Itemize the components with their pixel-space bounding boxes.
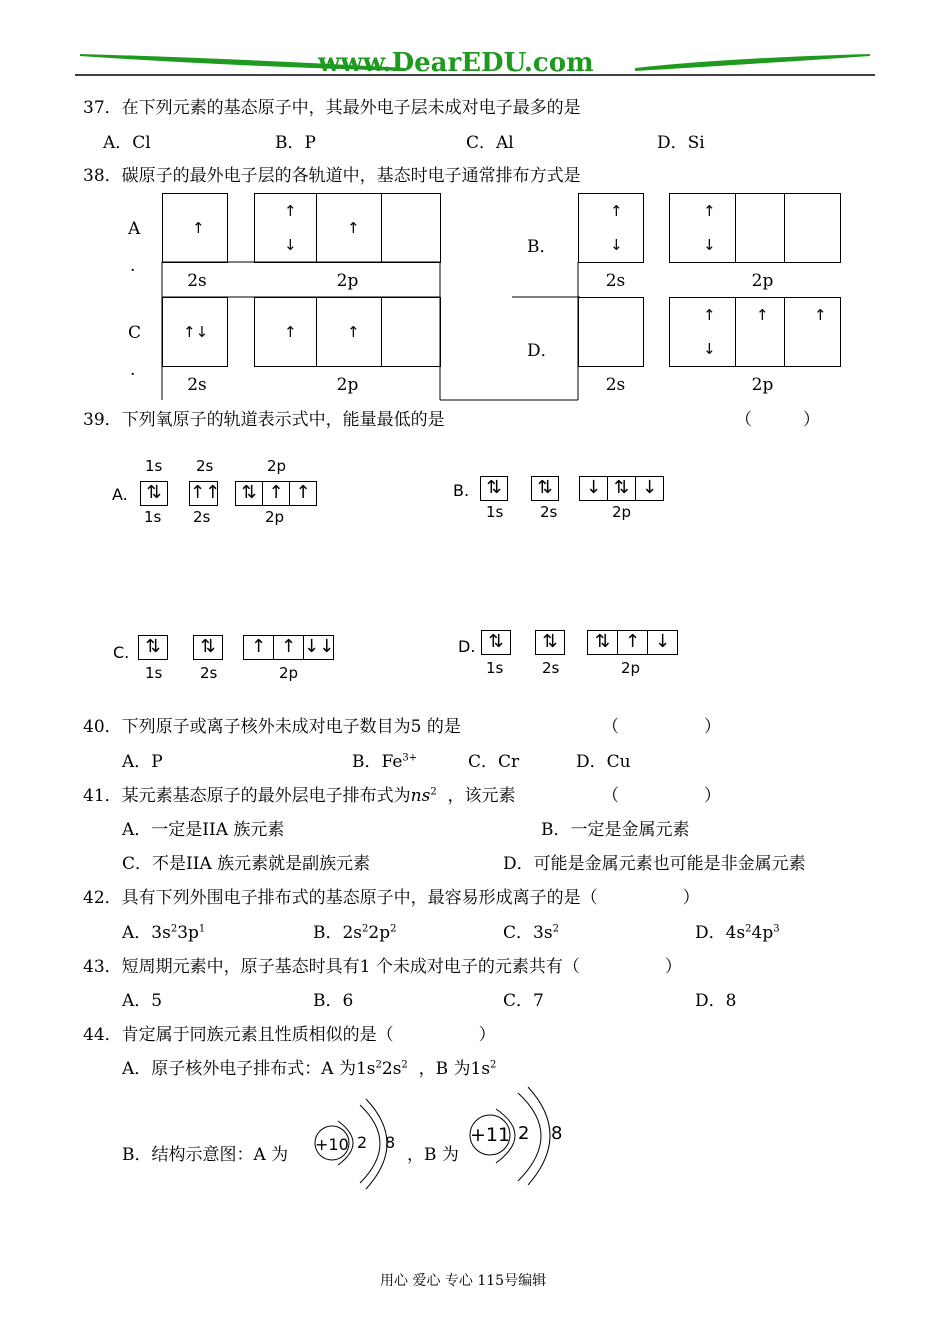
q38-c-2s-label: 2s xyxy=(187,375,207,395)
q38-label-d: D． xyxy=(527,341,558,361)
q44-stem: 44．肯定属于同族元素且性质相似的是（ ） xyxy=(83,1025,496,1045)
q38-c-2p-label: 2p xyxy=(336,375,359,395)
q38-b-2p-label: 2p xyxy=(751,271,774,291)
q40-option-d: D．Cu xyxy=(576,752,631,772)
q39-c-2s-label: 2s xyxy=(200,664,218,682)
q44-option-a: A．原子核外电子排布式：A 为$1s^22s^2$ ，B 为$1s^2$ xyxy=(122,1059,497,1079)
q42-option-a: A．$3s^23p^1$ xyxy=(122,923,206,943)
q39-a-1s-box: ⇅ xyxy=(140,481,168,506)
q38-c-2p-box1 xyxy=(254,297,317,367)
q39-label-d: D. xyxy=(458,637,476,656)
q39-label-c: C. xyxy=(113,643,130,662)
q37-stem: 37．在下列元素的基态原子中，其最外电子层未成对电子最多的是 xyxy=(83,98,581,118)
q39-c-2p-box1: ↑ xyxy=(243,635,274,660)
q39-b-2p-box3: ↓ xyxy=(635,476,664,501)
q39-label-b: B. xyxy=(453,481,470,500)
q41-option-a: A．一定是IIA 族元素 xyxy=(122,820,285,840)
q41-option-c: C．不是IIA 族元素就是副族元素 xyxy=(122,854,371,874)
q41-option-b: B．一定是金属元素 xyxy=(541,820,690,840)
q39-a-1s-label: 1s xyxy=(144,508,162,526)
q44-atom-b-shell1: 2 xyxy=(518,1123,530,1144)
q39-a-2p-label: 2p xyxy=(265,508,285,526)
q38-label-c-dot: . xyxy=(130,360,136,380)
q42-option-b: B．$2s^22p^2$ xyxy=(313,923,397,943)
q37-option-d: D．Si xyxy=(657,133,705,153)
q38-b-2p-box2 xyxy=(735,193,785,263)
q39-stem: 39．下列氧原子的轨道表示式中，能量最低的是 xyxy=(83,410,445,430)
q39-c-2s-box: ⇅ xyxy=(193,635,223,660)
q38-a-2p-label: 2p xyxy=(336,271,359,291)
q39-b-2s-label: 2s xyxy=(540,503,558,521)
q40-option-a: A．P xyxy=(122,752,163,772)
q38-b-2p-box3 xyxy=(784,193,841,263)
q39-c-1s-box: ⇅ xyxy=(138,635,168,660)
up-arrow-icon: ↑ xyxy=(347,219,360,237)
q42-option-c: C．$3s^2$ xyxy=(503,923,559,943)
q43-option-a: A．5 xyxy=(122,991,163,1011)
q38-d-2s-label: 2s xyxy=(605,375,626,395)
header-site: www.DearEDU.com xyxy=(318,48,594,78)
q39-a-2s-label: 2s xyxy=(193,508,211,526)
q37-option-c: C．Al xyxy=(466,133,514,153)
q38-c-2p-box3 xyxy=(381,297,441,367)
q42-stem: 42．具有下列外围电子排布式的基态原子中，最容易形成离子的是（ ） xyxy=(83,888,700,908)
up-arrow-icon: ↑ xyxy=(703,306,716,324)
q43-option-d: D．8 xyxy=(695,991,737,1011)
q38-a-2s-label: 2s xyxy=(187,271,207,291)
q39-a-2p-box3: ↑ xyxy=(289,481,317,506)
footer-text: 用心 爱心 专心 115号编辑 xyxy=(380,1273,547,1289)
up-arrow-icon: ↑ xyxy=(703,202,716,220)
q38-a-2p-box3 xyxy=(381,193,441,263)
q39-d-2p-box1: ⇅ xyxy=(587,630,618,655)
q38-a-2p-box2 xyxy=(316,193,382,263)
up-arrow-icon: ↑ xyxy=(192,219,205,237)
q39-a-2p-box1: ⇅ xyxy=(235,481,263,506)
q38-label-a-dot: . xyxy=(130,256,136,276)
q39-d-2s-label: 2s xyxy=(542,659,560,677)
q39-paren: （ ） xyxy=(735,410,820,430)
q39-a-2s-box: ↑↑ xyxy=(189,481,218,506)
q38-c-2s-box xyxy=(162,297,228,367)
q43-option-c: C．7 xyxy=(503,991,544,1011)
q39-c-1s-label: 1s xyxy=(145,664,163,682)
q38-d-2p-box1 xyxy=(669,297,736,367)
q38-d-2p-box3 xyxy=(784,297,841,367)
q38-label-a: A xyxy=(128,219,141,239)
q38-label-c: C xyxy=(128,323,142,343)
q41-stem: 41．某元素基态原子的最外层电子排布式为$ns^2$ ，该元素 xyxy=(83,786,516,806)
down-arrow-icon: ↓ xyxy=(703,340,716,358)
q38-label-b: B． xyxy=(527,237,557,257)
q39-a-2s-top: 2s xyxy=(196,457,214,475)
q39-d-2s-box: ⇅ xyxy=(535,630,565,655)
q39-c-2p-box2: ↑ xyxy=(273,635,304,660)
q37-option-a: A．Cl xyxy=(103,133,151,153)
q41-option-d: D．可能是金属元素也可能是非金属元素 xyxy=(503,854,806,874)
q39-b-1s-label: 1s xyxy=(486,503,504,521)
q37-option-b: B．P xyxy=(275,133,316,153)
q41-paren: （ ） xyxy=(602,786,721,806)
q39-d-2p-label: 2p xyxy=(621,659,641,677)
q38-b-2s-label: 2s xyxy=(605,271,626,291)
q44-atom-b-nucleus: +11 xyxy=(470,1124,511,1146)
q39-b-2p-box2: ⇅ xyxy=(607,476,636,501)
up-arrow-icon: ↑ xyxy=(756,306,769,324)
q38-c-2p-box2 xyxy=(316,297,382,367)
q43-option-b: B．6 xyxy=(313,991,354,1011)
q38-divider xyxy=(512,296,582,299)
q39-b-1s-box: ⇅ xyxy=(480,476,508,501)
up-arrow-icon: ↑ xyxy=(610,202,623,220)
q43-stem: 43．短周期元素中，原子基态时具有1 个未成对电子的元素共有（ ） xyxy=(83,957,682,977)
q39-c-2p-box3: ↓↓ xyxy=(303,635,334,660)
q39-d-1s-label: 1s xyxy=(486,659,504,677)
q38-a-2s-box xyxy=(162,193,228,263)
down-arrow-icon: ↓ xyxy=(610,236,623,254)
q39-a-2p-box2: ↑ xyxy=(262,481,290,506)
q42-option-d: D．$4s^24p^3$ xyxy=(695,923,780,943)
q44-option-b-part2: ，B 为 xyxy=(407,1145,459,1165)
q44-option-b: B．结构示意图：A 为 xyxy=(122,1145,289,1165)
up-arrow-icon: ↑ xyxy=(284,202,297,220)
up-arrow-icon: ↑ xyxy=(347,323,360,341)
q44-atom-a-nucleus: +10 xyxy=(315,1135,349,1154)
q40-paren: （ ） xyxy=(602,717,721,737)
q44-atom-a-shell2: 8 xyxy=(385,1133,396,1152)
q39-b-2p-box1: ↓ xyxy=(579,476,608,501)
q40-option-c: C．Cr xyxy=(468,752,520,772)
q39-b-2s-box: ⇅ xyxy=(531,476,559,501)
up-arrow-icon: ↑ xyxy=(284,323,297,341)
q39-a-2p-top: 2p xyxy=(267,457,287,475)
q44-atom-a-shell1: 2 xyxy=(357,1133,368,1152)
q39-b-2p-label: 2p xyxy=(612,503,632,521)
down-arrow-icon: ↓ xyxy=(703,236,716,254)
q38-b-2p-box1 xyxy=(669,193,736,263)
q38-b-2s-box xyxy=(578,193,644,263)
q39-d-2p-box3: ↓ xyxy=(647,630,678,655)
q38-d-2s-box xyxy=(578,297,644,367)
up-arrow-icon: ↑ xyxy=(814,306,827,324)
q38-d-2p-label: 2p xyxy=(751,375,774,395)
up-down-arrows-icon: ↑↓ xyxy=(183,323,209,341)
q38-d-2p-box2 xyxy=(735,297,785,367)
q39-c-2p-label: 2p xyxy=(279,664,299,682)
q40-option-b: B．$Fe^{3+}$ xyxy=(352,752,418,772)
q40-stem: 40．下列原子或离子核外未成对电子数目为5 的是 xyxy=(83,717,461,737)
q39-label-a: A. xyxy=(112,485,128,504)
down-arrow-icon: ↓ xyxy=(284,236,297,254)
q38-stem: 38．碳原子的最外电子层的各轨道中，基态时电子通常排布方式是 xyxy=(83,166,581,186)
q39-a-1s-top: 1s xyxy=(145,457,163,475)
q44-atom-b-shell2: 8 xyxy=(551,1123,563,1144)
q38-a-2p-box1 xyxy=(254,193,317,263)
q39-d-1s-box: ⇅ xyxy=(481,630,511,655)
q39-d-2p-box2: ↑ xyxy=(617,630,648,655)
